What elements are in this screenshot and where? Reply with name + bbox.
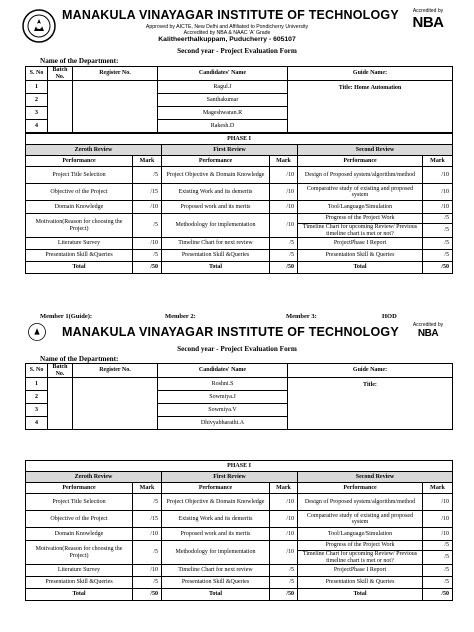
mark-cell[interactable]: /10	[423, 511, 453, 528]
criterion: Project Objective & Domain Knowledge	[162, 494, 270, 511]
first-review-header: First Review	[162, 472, 298, 483]
mark-cell[interactable]: /5	[133, 167, 162, 184]
total-label: Total	[26, 589, 133, 601]
mark-header: Mark	[133, 156, 162, 167]
mark-cell[interactable]: /5	[423, 214, 453, 224]
criterion: Project Title Selection	[26, 494, 133, 511]
department-label: Name of the Department:	[40, 57, 119, 65]
zeroth-review-header: Zeroth Review	[26, 145, 162, 156]
sno-cell: 1	[26, 81, 48, 94]
total-label: Total	[298, 589, 423, 601]
mark-cell[interactable]: /5	[133, 577, 162, 589]
candidate-name: Ragul.J	[158, 81, 288, 94]
mark-cell[interactable]: /10	[423, 201, 453, 214]
mark-cell[interactable]: /10	[423, 494, 453, 511]
mark-cell[interactable]: /5	[133, 541, 162, 565]
mark-cell[interactable]: /5	[423, 224, 453, 238]
project-title-label: Title:	[288, 378, 453, 430]
mark-cell[interactable]: /5	[423, 565, 453, 577]
member3-signature-label: Member 3:	[286, 313, 317, 320]
mark-cell[interactable]: /5	[423, 541, 453, 551]
mark-cell[interactable]: /10	[270, 184, 298, 201]
criterion: Proposed work and its merits	[162, 201, 270, 214]
performance-header: Performance	[26, 156, 133, 167]
mark-cell[interactable]: /10	[133, 201, 162, 214]
institute-accreditation: Accredited by NBA & NAAC 'A' Grade	[183, 30, 271, 36]
criterion: Presentation Skill &Queries	[162, 577, 270, 589]
mark-cell[interactable]: /15	[133, 511, 162, 528]
sno-header: S. No	[26, 364, 48, 378]
criterion: Progress of the Project Work	[298, 214, 423, 224]
mark-cell[interactable]: /5	[270, 250, 298, 262]
performance-header: Performance	[298, 156, 423, 167]
total-label: Total	[298, 262, 423, 274]
mark-cell[interactable]: /10	[270, 528, 298, 541]
criterion: Domain Knowledge	[26, 201, 133, 214]
candidate-name: Roshni.S	[158, 378, 288, 391]
mark-cell[interactable]: /5	[270, 238, 298, 250]
total-mark[interactable]: /50	[423, 262, 453, 274]
mark-cell[interactable]: /10	[133, 565, 162, 577]
batch-header: Batch No.	[48, 364, 73, 378]
mark-cell[interactable]: /10	[270, 511, 298, 528]
criterion: Timeline Chart for upcoming Review/ Previous timeline chart is met or not?	[298, 551, 423, 565]
criterion: Objective of the Project	[26, 184, 133, 201]
criterion: Project Objective & Domain Knowledge	[162, 167, 270, 184]
criterion: Domain Knowledge	[26, 528, 133, 541]
candidates-table	[25, 363, 453, 430]
phase-header: PHASE I	[26, 134, 453, 145]
batch-cell[interactable]	[48, 378, 73, 430]
review-table	[25, 460, 453, 601]
accredited-label: Accredited by	[412, 8, 444, 14]
performance-header: Performance	[298, 483, 423, 494]
criterion: Timeline Chart for next review	[162, 565, 270, 577]
nba-logo: NBA	[417, 328, 439, 339]
mark-cell[interactable]: /10	[270, 494, 298, 511]
sno-cell: 3	[26, 404, 48, 417]
total-mark[interactable]: /50	[423, 589, 453, 601]
total-mark[interactable]: /50	[133, 262, 162, 274]
mark-cell[interactable]: /5	[133, 250, 162, 262]
mark-header: Mark	[423, 483, 453, 494]
criterion: Design of Proposed system/algorithm/method	[298, 494, 423, 511]
mark-cell[interactable]: /5	[133, 494, 162, 511]
mark-cell[interactable]: /10	[133, 528, 162, 541]
total-label: Total	[162, 262, 270, 274]
criterion: ProjectPhase I Report	[298, 238, 423, 250]
nba-logo: NBA	[412, 14, 444, 31]
total-label: Total	[162, 589, 270, 601]
register-cell[interactable]	[73, 378, 158, 430]
sno-cell: 2	[26, 94, 48, 107]
criterion: Presentation Skill & Queries	[298, 250, 423, 262]
total-label: Total	[26, 262, 133, 274]
member1-signature-label: Member 1(Guide):	[40, 313, 93, 320]
mark-cell[interactable]: /5	[423, 577, 453, 589]
mark-cell[interactable]: /10	[270, 201, 298, 214]
criterion: Progress of the Project Work	[298, 541, 423, 551]
criterion: Presentation Skill &Queries	[162, 250, 270, 262]
sno-cell: 2	[26, 391, 48, 404]
criterion: Tool/Language/Simulation	[298, 201, 423, 214]
criterion: Motivation(Reason for choosing the Project)	[26, 214, 133, 238]
mark-cell[interactable]: /10	[133, 238, 162, 250]
phase-header: PHASE I	[26, 461, 453, 472]
candidate-name: Mageshwaran.R	[158, 107, 288, 120]
sno-cell: 4	[26, 120, 48, 133]
first-review-header: First Review	[162, 145, 298, 156]
mark-cell[interactable]: /10	[270, 214, 298, 238]
total-mark[interactable]: /50	[133, 589, 162, 601]
mark-cell[interactable]: /15	[133, 184, 162, 201]
criterion: Objective of the Project	[26, 511, 133, 528]
mark-cell[interactable]: /5	[270, 565, 298, 577]
criterion: Project Title Selection	[26, 167, 133, 184]
hod-signature-label: HOD	[382, 313, 397, 320]
zeroth-review-header: Zeroth Review	[26, 472, 162, 483]
register-header: Register No.	[73, 67, 158, 81]
criterion: Timeline Chart for next review	[162, 238, 270, 250]
performance-header: Performance	[162, 483, 270, 494]
criterion: ProjectPhase I Report	[298, 565, 423, 577]
criterion: Tool/Language/Simulation	[298, 528, 423, 541]
mark-header: Mark	[270, 483, 298, 494]
criterion: Existing Work and its demerits	[162, 511, 270, 528]
mark-cell[interactable]: /10	[270, 541, 298, 565]
institute-logo-icon	[28, 323, 46, 341]
criterion: Comparative study of existing and proposed system	[298, 511, 423, 528]
criterion: Literature Survey	[26, 565, 133, 577]
candidate-name: Sowmiya.J	[158, 391, 288, 404]
guide-name-label: Guide Name:	[288, 67, 453, 81]
criterion: Comparative study of existing and proposed system	[298, 184, 423, 201]
criterion: Methodology for implementation	[162, 541, 270, 565]
mark-cell[interactable]: /10	[270, 167, 298, 184]
institute-address: Kalitheerthalkuppam, Puducherry - 605107	[158, 36, 296, 43]
sno-header: S. No	[26, 67, 48, 81]
second-review-header: Second Review	[298, 145, 453, 156]
criterion: Methodology for implementation	[162, 214, 270, 238]
criterion: Design of Proposed system/algorithm/method	[298, 167, 423, 184]
project-title-label: Title: Home Automation	[288, 81, 453, 133]
candidates-header: Candidates' Name	[158, 364, 288, 378]
mark-header: Mark	[270, 156, 298, 167]
mark-cell[interactable]: /10	[423, 184, 453, 201]
institute-header	[22, 322, 452, 340]
register-header: Register No.	[73, 364, 158, 378]
mark-cell[interactable]: /5	[270, 577, 298, 589]
total-mark[interactable]: /50	[270, 589, 298, 601]
mark-cell[interactable]: /5	[423, 551, 453, 565]
accredited-label: Accredited by	[412, 322, 444, 328]
form-title: Second year - Project Evaluation Form	[177, 345, 297, 353]
second-review-header: Second Review	[298, 472, 453, 483]
sno-cell: 3	[26, 107, 48, 120]
candidate-name: Rakesh.D	[158, 120, 288, 133]
mark-header: Mark	[133, 483, 162, 494]
total-mark[interactable]: /50	[270, 262, 298, 274]
criterion: Motivation(Reason for choosing the Project)	[26, 541, 133, 565]
criterion: Literature Survey	[26, 238, 133, 250]
sno-cell: 1	[26, 378, 48, 391]
criterion: Presentation Skill &Queries	[26, 250, 133, 262]
performance-header: Performance	[162, 156, 270, 167]
criterion: Timeline Chart for upcoming Review/ Previous timeline chart is met or not?	[298, 224, 423, 238]
nba-badge	[404, 322, 452, 340]
mark-cell[interactable]: /5	[423, 238, 453, 250]
criterion: Presentation Skill &Queries	[26, 577, 133, 589]
candidates-header: Candidates' Name	[158, 67, 288, 81]
candidate-name: Sowmiya.V	[158, 404, 288, 417]
criterion: Proposed work and its merits	[162, 528, 270, 541]
mark-header: Mark	[423, 156, 453, 167]
mark-cell[interactable]: /10	[423, 528, 453, 541]
form-title: Second year - Project Evaluation Form	[177, 47, 297, 55]
department-label: Name of the Department:	[40, 355, 119, 363]
criterion: Existing Work and its demerits	[162, 184, 270, 201]
institute-name: MANAKULA VINAYAGAR INSTITUTE OF TECHNOLOGY	[62, 325, 399, 339]
institute-name: MANAKULA VINAYAGAR INSTITUTE OF TECHNOLOGY	[62, 8, 399, 22]
candidate-name: Dhivyabharathi.A	[158, 417, 288, 430]
performance-header: Performance	[26, 483, 133, 494]
member2-signature-label: Member 2:	[165, 313, 196, 320]
mark-cell[interactable]: /10	[423, 167, 453, 184]
sno-cell: 4	[26, 417, 48, 430]
institute-approval: Approved by AICTE, New Delhi and Affiliated to Pondicherry University	[145, 24, 309, 30]
batch-header: Batch No.	[48, 67, 73, 81]
guide-name-label: Guide Name:	[288, 364, 453, 378]
candidate-name: Santhakumar	[158, 94, 288, 107]
criterion: Presentation Skill & Queries	[298, 577, 423, 589]
mark-cell[interactable]: /5	[423, 250, 453, 262]
mark-cell[interactable]: /5	[133, 214, 162, 238]
